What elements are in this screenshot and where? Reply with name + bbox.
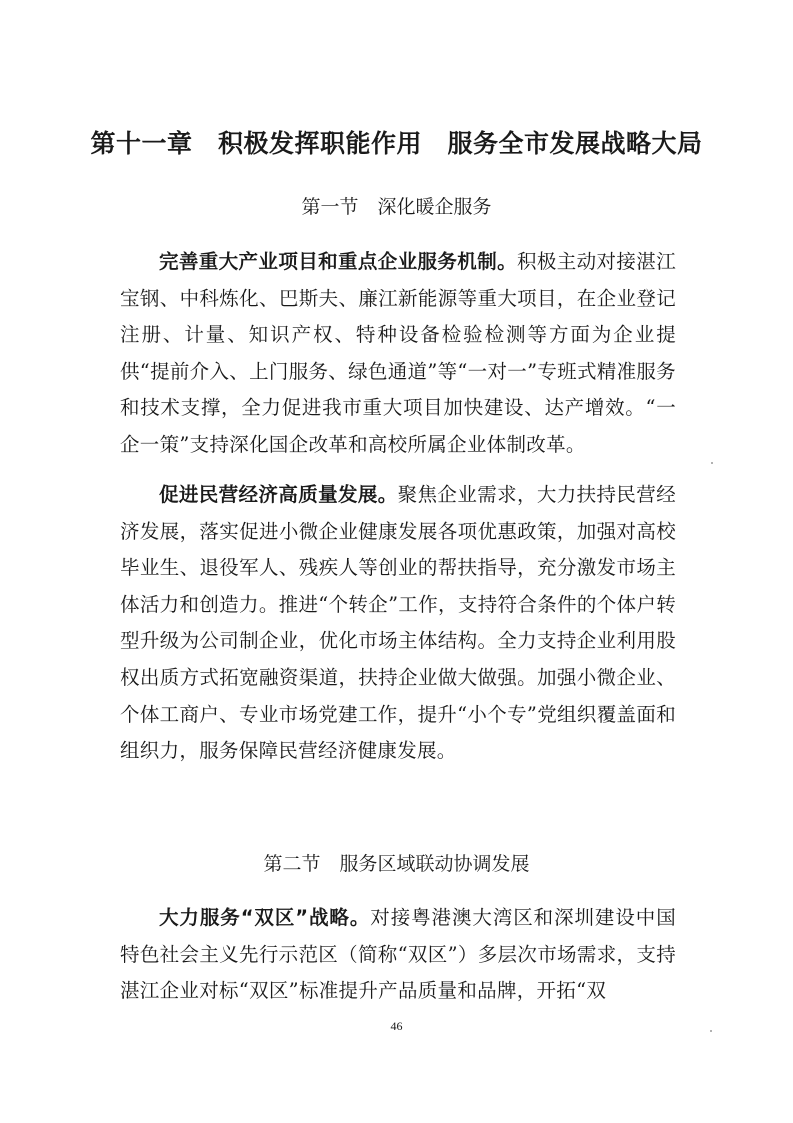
section-title-1: 第一节 深化暖企服务 xyxy=(301,196,492,218)
paragraph-lead: 促进民营经济高质量发展。 xyxy=(159,483,398,506)
paragraph-lead: 大力服务“双区”战略。 xyxy=(159,906,371,929)
paragraph-dual-zone xyxy=(120,900,676,1010)
paragraph-body: 积极主动对接湛江宝钢、中科炼化、巴斯夫、廉江新能源等重大项目，在企业登记注册、计量、知识产权、特种设备检验检测等方面为企业提供“提前介入、上门服务、绿色通道”等“一对一”专班式精准服务和技术支撑，全力促进我市重大项目加快建设、达产增效。“一企一策”支持深化国企改革和高校所属企业体制改革。 xyxy=(120,250,676,456)
paragraph-private-economy xyxy=(120,477,676,770)
chapter-title: 第十一章 积极发挥职能作用 服务全市发展战略大局 xyxy=(90,129,703,158)
page-number: 46 xyxy=(390,1019,403,1033)
paragraph-lead: 完善重大产业项目和重点企业服务机制。 xyxy=(159,250,517,273)
paragraph-body: 聚焦企业需求，大力扶持民营经济发展，落实促进小微企业健康发展各项优惠政策，加强对高校毕业生、退役军人、残疾人等创业的帮扶指导，充分激发市场主体活力和创造力。推进“个转企”工作，支持符合条件的个体户转型升级为公司制企业，优化市场主体结构。全力支持企业利用股权出质方式拓宽融资渠道，扶持企业做大做强。加强小微企业、个体工商户、专业市场党建工作，提升“小个专”党组织覆盖面和组织力，服务保障民营经济健康发展。 xyxy=(120,483,676,763)
paragraph-service-mechanism xyxy=(120,244,676,464)
paragraph-body: 对接粤港澳大湾区和深圳建设中国特色社会主义先行示范区（简称“双区”）多层次市场需求，支持湛江企业对标“双区”标准提升产品质量和品牌，开拓“双 xyxy=(120,906,676,1003)
scan-speck xyxy=(710,1030,712,1032)
section-title-2: 第二节 服务区域联动协调发展 xyxy=(263,853,530,875)
scan-speck xyxy=(711,462,713,464)
